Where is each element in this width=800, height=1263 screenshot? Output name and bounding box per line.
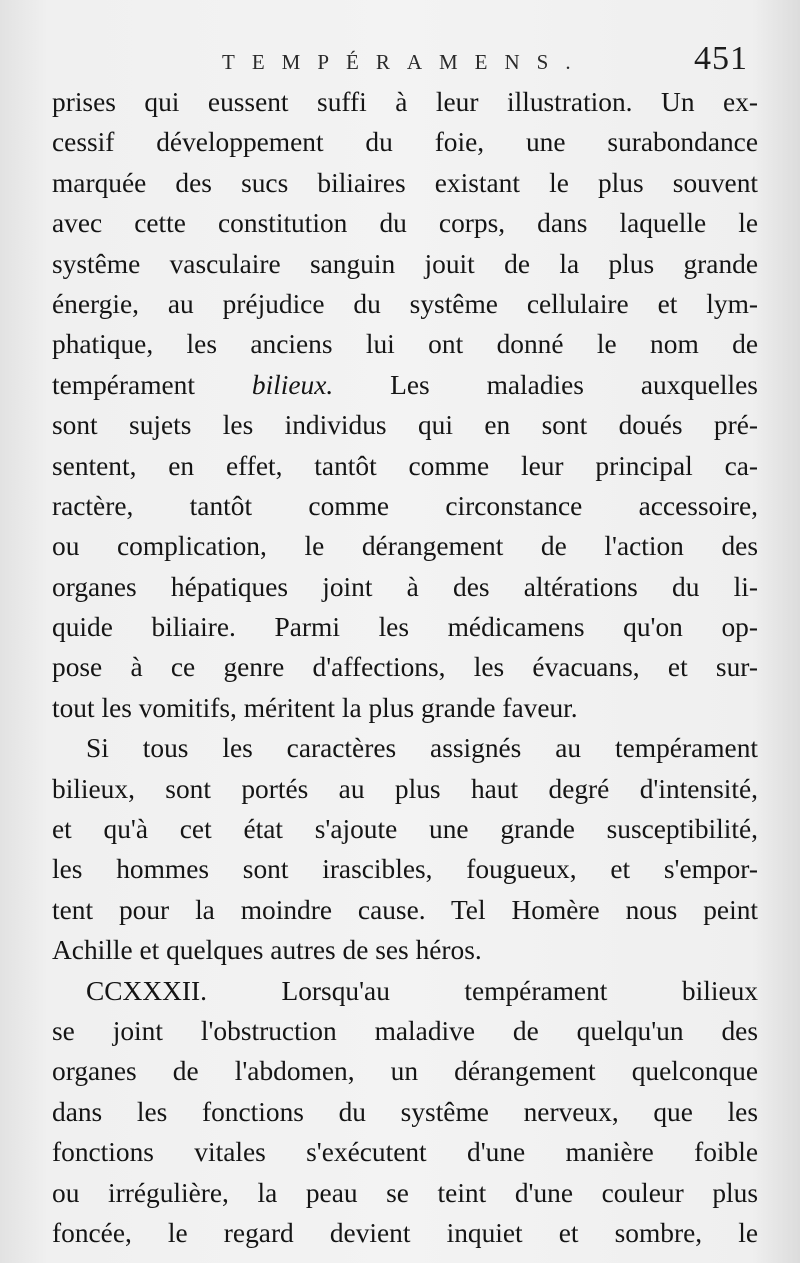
paragraph-start-line: Si tous les caractères assignés au tempérament <box>86 733 758 764</box>
text-line: quide biliaire. Parmi les médicamens qu'on op- <box>52 612 758 643</box>
text-line: pose à ce genre d'affections, les évacuans, et sur- <box>52 652 758 683</box>
text-fragment: tempérament <box>52 369 195 400</box>
text-line: cessif développement du foie, une surabondance <box>52 127 758 158</box>
text-line: et qu'à cet état s'ajoute une grande susceptibilité, <box>52 814 758 845</box>
text-line: ou complication, le dérangement de l'action des <box>52 531 758 562</box>
text-line: ractère, tantôt comme circonstance accessoire, <box>52 490 758 521</box>
text-line: marquée des sucs biliaires existant le plus souvent <box>52 167 758 198</box>
text-line-mixed <box>52 365 758 405</box>
section-start-line: CCXXXII. Lorsqu'au tempérament bilieux <box>86 975 758 1006</box>
text-line: dans les fonctions du systême nerveux, que les <box>52 1096 758 1127</box>
text-line: systême vasculaire sanguin jouit de la plus grande <box>52 248 758 279</box>
text-line: tout les vomitifs, méritent la plus grande faveur. <box>52 692 578 723</box>
text-line: organes de l'abdomen, un dérangement quelconque <box>52 1056 758 1087</box>
body-text <box>52 82 758 1253</box>
text-line: tent pour la moindre cause. Tel Homère nous peint <box>52 894 758 925</box>
text-line: fonctions vitales s'exécutent d'une manière foible <box>52 1137 758 1168</box>
text-line: sont sujets les individus qui en sont doués pré- <box>52 410 758 441</box>
text-line: ou irrégulière, la peau se teint d'une couleur plus <box>52 1177 758 1208</box>
text-line: bilieux, sont portés au plus haut degré d'intensité, <box>52 773 758 804</box>
text-line: les hommes sont irascibles, fougueux, et s'empor- <box>52 854 758 885</box>
text-line: organes hépatiques joint à des altérations du li- <box>52 571 758 602</box>
text-line: foncée, le regard devient inquiet et sombre, le <box>52 1217 758 1248</box>
text-line: sentent, en effet, tantôt comme leur principal ca- <box>52 450 758 481</box>
page-number: 451 <box>694 40 748 77</box>
italic-term: bilieux. <box>251 369 334 400</box>
running-title: TEMPÉRAMENS. <box>222 50 588 74</box>
text-line: énergie, au préjudice du systême cellulaire et lym- <box>52 288 758 319</box>
text-fragment: Les maladies auxquelles <box>390 369 758 400</box>
text-line: Achille et quelques autres de ses héros. <box>52 935 482 966</box>
running-head <box>0 40 800 84</box>
text-line: prises qui eussent suffi à leur illustration. Un ex- <box>52 87 758 117</box>
text-line: phatique, les anciens lui ont donné le nom de <box>52 329 758 360</box>
text-line: avec cette constitution du corps, dans laquelle le <box>52 208 758 239</box>
text-line: se joint l'obstruction maladive de quelqu'un des <box>52 1015 758 1046</box>
